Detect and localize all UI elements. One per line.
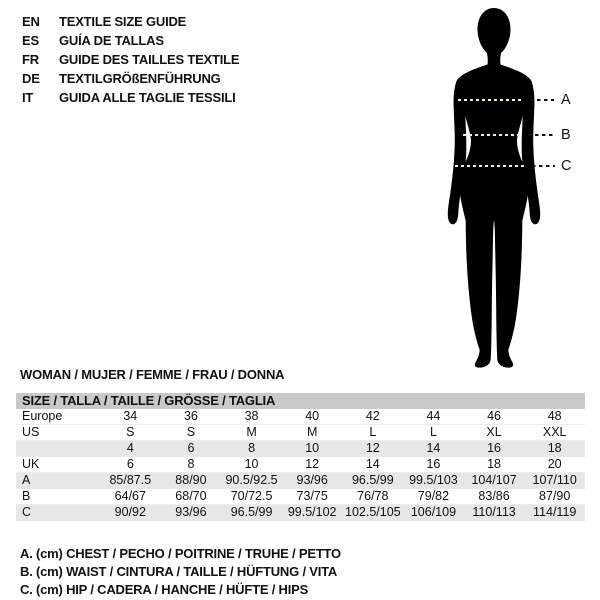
language-code: DE [22,71,40,86]
marker-label-c: C [561,158,572,174]
language-code: IT [22,90,34,105]
row-label [16,441,100,456]
marker-label-a: A [561,92,571,108]
size-cell: 4 [126,441,134,455]
size-cell: 64/67 [114,489,146,503]
row-label: US [22,425,40,439]
size-cell: 34 [123,409,138,423]
size-cell: 14 [365,457,380,471]
table-row [16,473,585,489]
row-label: C [22,505,32,519]
size-cell: 104/107 [471,473,517,487]
size-cell: 12 [365,441,380,455]
size-cell: 93/96 [296,473,328,487]
language-label: GUIDA ALLE TAGLIE TESSILI [59,90,236,105]
size-cell: M [306,425,318,439]
size-cell: 8 [248,441,256,455]
size-cell: 12 [305,457,320,471]
size-cell: 87/90 [539,489,571,503]
size-cell: 83/86 [478,489,510,503]
table-row [16,441,585,457]
size-cell: 46 [487,409,502,423]
size-cell: 99.5/102 [287,505,337,519]
size-cell: 114/119 [533,505,577,519]
size-cell: XL [486,425,502,439]
size-cell: M [246,425,257,439]
size-cell: 38 [244,409,259,423]
language-row [22,88,239,107]
table-row [16,457,585,473]
language-row [22,12,239,31]
language-code: FR [22,52,39,67]
size-cell: 14 [426,441,441,455]
language-label: TEXTILGRÖßENFÜHRUNG [59,71,221,86]
language-code: EN [22,14,40,29]
table-row [16,489,585,505]
measure-legend-row: C. (cm) HIP / CADERA / HANCHE / HÜFTE / HIPS [20,582,309,597]
measure-legend-row: A. (cm) CHEST / PECHO / POITRINE / TRUHE / PETTO [20,546,341,561]
table-row [16,425,585,441]
row-label: Europe [22,409,63,423]
size-cell: 6 [187,441,195,455]
size-cell: 18 [487,457,502,471]
size-cell: 8 [187,457,195,471]
language-row [22,50,239,69]
size-cell: 85/87.5 [109,473,152,487]
measure-legend-row: B. (cm) WAIST / CINTURA / TAILLE / HÜFTUNG / VITA [20,564,338,579]
language-row [22,69,239,88]
size-cell: S [126,425,135,439]
measure-legend [20,545,341,599]
size-cell: 73/75 [296,489,328,503]
section-title-woman: WOMAN / MUJER / FEMME / FRAU / DONNA [20,367,285,382]
language-row [22,31,239,50]
table-row [16,409,585,425]
size-table-body [16,409,585,521]
size-cell: 79/82 [417,489,450,503]
size-cell: 40 [305,409,320,423]
size-cell: 76/78 [357,489,389,503]
size-cell: S [186,425,196,439]
row-label: B [22,489,31,503]
size-cell: 68/70 [175,489,207,503]
marker-label-b: B [561,127,571,143]
size-cell: 90.5/92.5 [225,473,278,487]
language-label: GUIDE DES TAILLES TEXTILE [59,52,240,67]
size-cell: 96.5/99 [351,473,394,487]
size-cell: 18 [547,441,562,455]
size-cell: 107/110 [532,473,577,487]
language-guide-list [22,12,239,107]
row-label: A [22,473,31,487]
language-label: GUÍA DE TALLAS [59,33,164,48]
size-cell: 10 [244,457,259,471]
size-cell: 20 [547,457,562,471]
size-cell: 93/96 [175,505,207,519]
size-cell: 99.5/103 [409,473,458,487]
size-cell: 88/90 [175,473,207,487]
size-cell: 16 [426,457,441,471]
size-cell: 44 [426,409,441,423]
size-cell: XXL [542,425,567,439]
size-table [16,393,585,521]
size-cell: 90/92 [114,505,146,519]
size-cell: 96.5/99 [230,505,273,519]
size-cell: 6 [126,457,134,471]
size-cell: 16 [487,441,502,455]
size-cell: 110/113 [472,505,516,519]
size-cell: 48 [547,409,562,423]
language-code: ES [22,33,39,48]
woman-silhouette [430,5,600,375]
row-label: UK [22,457,40,471]
size-cell: L [369,425,377,439]
size-cell: 42 [365,409,380,423]
woman-silhouette-figure [430,5,600,375]
table-row [16,505,585,521]
size-cell: 106/109 [410,505,457,519]
size-cell: L [429,425,437,439]
size-table-header: SIZE / TALLA / TAILLE / GRÖSSE / TAGLIA [16,393,585,409]
size-cell: 102.5/105 [345,505,401,519]
language-label: TEXTILE SIZE GUIDE [59,14,187,29]
size-cell: 70/72.5 [230,489,273,503]
size-cell: 10 [305,441,320,455]
size-cell: 36 [183,409,198,423]
